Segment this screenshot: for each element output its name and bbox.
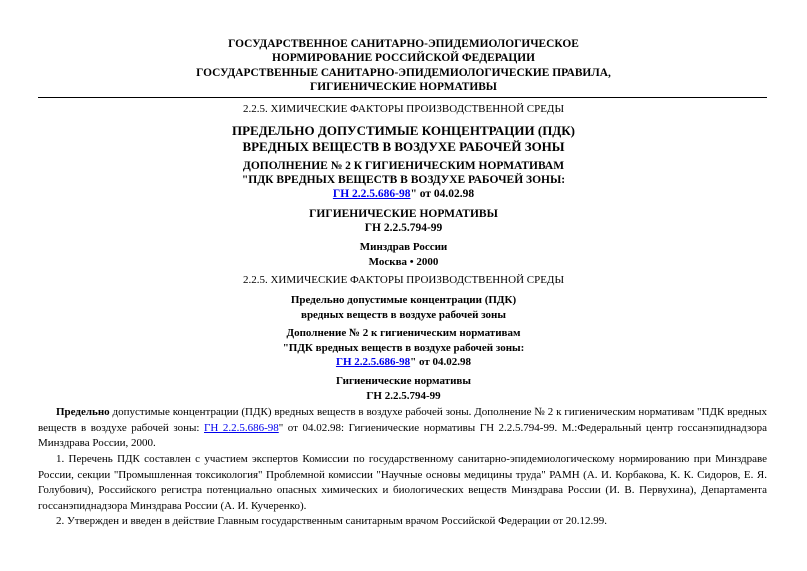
addendum-suffix: " от 04.02.98 — [410, 356, 472, 368]
section-title: 2.2.5. ХИМИЧЕСКИЕ ФАКТОРЫ ПРОИЗВОДСТВЕННОЙ СРЕДЫ — [242, 103, 565, 115]
sub-title-line-1: Предельно допустимые концентрации (ПДК) — [290, 294, 517, 306]
bullet-icon: • — [409, 256, 414, 268]
publisher-city: Москва — [368, 256, 408, 268]
addendum-caps-line-3 — [0, 187, 807, 201]
main-title-line-1: ПРЕДЕЛЬНО ДОПУСТИМЫЕ КОНЦЕНТРАЦИИ (ПДК) — [231, 123, 576, 138]
norms — [0, 374, 807, 403]
norms-line-2: ГН 2.2.5.794-99 — [366, 389, 441, 402]
header-divider — [38, 97, 767, 98]
header-line-4: ГИГИЕНИЧЕСКИЕ НОРМАТИВЫ — [310, 80, 497, 93]
addendum-caps-line-1: ДОПОЛНЕНИЕ № 2 К ГИГИЕНИЧЕСКИМ НОРМАТИВАМ — [242, 160, 565, 172]
main-title — [0, 123, 807, 154]
addendum-caps-line-2: "ПДК ВРЕДНЫХ ВЕЩЕСТВ В ВОЗДУХЕ РАБОЧЕЙ ЗОНЫ: — [241, 174, 566, 186]
header-line-1: ГОСУДАРСТВЕННОЕ САНИТАРНО-ЭПИДЕМИОЛОГИЧЕСКОЕ — [228, 38, 579, 50]
gn-686-98-link-3[interactable]: ГН 2.2.5.686-98 — [204, 421, 279, 434]
header-line-3: ГОСУДАРСТВЕННЫЕ САНИТАРНО-ЭПИДЕМИОЛОГИЧЕСКИЕ ПРАВИЛА, — [196, 66, 611, 79]
publisher-city-year — [0, 255, 807, 270]
section-title-2: 2.2.5. ХИМИЧЕСКИЕ ФАКТОРЫ ПРОИЗВОДСТВЕННОЙ СРЕДЫ — [242, 274, 565, 286]
addendum-line-3 — [0, 355, 807, 370]
list-item-1: 1. Перечень ПДК составлен с участием экспертов Комиссии по государственному санитарно-эпидемиологическому нормированию при Минздраве России, секции "Промышленная токсикология" Проблемной комиссии "Научные основы медицины труда" РАМН (А. И. Корбакова, К. К. Сидоров, Е. Я. Голубович), Российского регистра потенциально опасных химических и биологических веществ Минздрава России (И. В. Первухина), Департамента госсанэпиднадзора Минздрава России (А. И. Кучеренко). — [38, 453, 767, 512]
addendum-line-1: Дополнение № 2 к гигиеническим нормативам — [286, 327, 521, 339]
gn-686-98-link[interactable]: ГН 2.2.5.686-98 — [332, 188, 411, 200]
document-header — [0, 37, 807, 94]
intro-bold: Предельно — [56, 406, 110, 418]
header-line-2: НОРМИРОВАНИЕ РОССИЙСКОЙ ФЕДЕРАЦИИ — [271, 52, 536, 65]
intro-paragraph — [38, 405, 767, 452]
addendum-caps — [0, 159, 807, 201]
publisher — [0, 240, 807, 270]
list-item-2: 2. Утвержден и введен в действие Главным государственным санитарным врачом Российской Федерации от 20.12.99. — [56, 515, 608, 527]
sub-title-line-2: вредных веществ в воздухе рабочей зоны — [301, 308, 506, 321]
norms-caps — [0, 207, 807, 235]
gn-686-98-link-2[interactable]: ГН 2.2.5.686-98 — [335, 356, 411, 368]
sub-title — [0, 293, 807, 322]
norms-caps-line-1: ГИГИЕНИЧЕСКИЕ НОРМАТИВЫ — [309, 208, 498, 220]
norms-line-1: Гигиенические нормативы — [336, 375, 471, 387]
addendum — [0, 326, 807, 370]
intro-text-1: допустимые концентрации (ПДК) вредных веществ в воздухе рабочей зоны. Дополнение № 2 к гигиеническим нормативам "ПДК вредных веществ в воздухе рабочей зоны: — [38, 406, 767, 434]
norms-caps-line-2: ГН 2.2.5.794-99 — [364, 222, 443, 234]
addendum-caps-suffix: " от 04.02.98 — [410, 188, 475, 200]
publisher-name: Минздрав России — [359, 241, 448, 253]
main-title-line-2: ВРЕДНЫХ ВЕЩЕСТВ В ВОЗДУХЕ РАБОЧЕЙ ЗОНЫ — [242, 138, 565, 154]
intro-text-2: " от 04.02.98: Гигиенические нормативы ГН 2.2.5.794-99. М.:Федеральный центр госсанэпиднадзора Минздрава России, 2000. — [38, 421, 768, 449]
publisher-year: 2000 — [416, 256, 439, 268]
addendum-line-2: "ПДК вредных веществ в воздухе рабочей зоны: — [282, 341, 525, 354]
